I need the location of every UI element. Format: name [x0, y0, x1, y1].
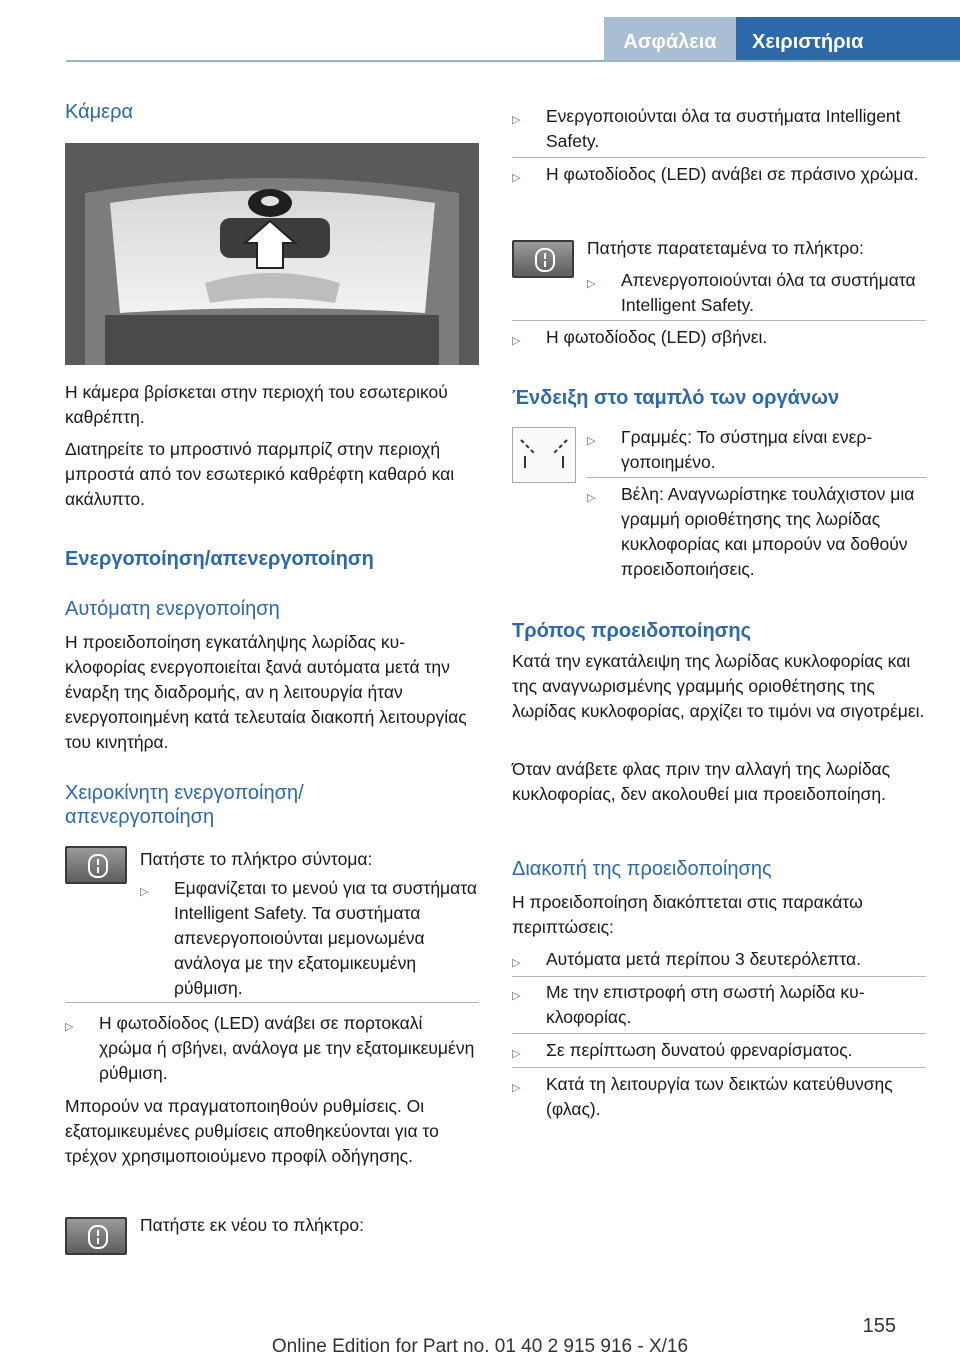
lane-assist-button-icon: [65, 846, 127, 884]
camera-title: Κάμερα: [65, 101, 134, 123]
bullet-triangle-icon: ▷: [587, 492, 596, 504]
camera-paragraph-2: Διατηρείτε το μπροστινό παρμπρίζ στην περιοχή μπροστά από τον εσωτερικό καθρέφτη καθαρό και ακάλυπτο.: [65, 439, 455, 509]
settings-paragraph: Μπορούν να πραγματοποιηθούν ρυθμίσεις. Οι εξατομικευμένες ρυθμίσεις αποθηκεύονται για το τρέχον χρησιμοποιούμενο προφίλ οδήγησης.: [65, 1096, 439, 1166]
lane-assist-button-icon: [65, 1217, 127, 1255]
bullet-triangle-icon: ▷: [140, 886, 149, 898]
page-number: 155: [862, 1315, 896, 1337]
bullet-triangle-icon: ▷: [512, 114, 521, 126]
auto-title: Αυτόματη ενεργοποίηση: [65, 598, 280, 620]
separator: [65, 1002, 479, 1003]
press-short-text: Πατήστε το πλήκτρο σύντομα:: [140, 849, 373, 869]
interrupt-title: Διακοπή της προειδοποίησης: [512, 858, 772, 880]
lane-assist-symbol-icon: [87, 1225, 109, 1249]
bullet-triangle-icon: ▷: [587, 435, 596, 447]
bullet-triangle-icon: ▷: [512, 957, 521, 969]
manual-title-1: Χειροκίνητη ενεργοποίηση/: [65, 782, 304, 804]
warn-paragraph-1: Κατά την εγκατάλειψη της λωρίδας κυκλοφορίας και της αναγνωρισμένης γραμμής οριοθέτησης της λωρίδας κυκλοφορίας, αρχίζει το τιμόνι να σιγοτρέμει.: [512, 651, 925, 721]
tab-safety[interactable]: Ασφάλεια: [604, 17, 736, 61]
manual-title-2: απενεργοποίηση: [65, 806, 215, 828]
bullet-triangle-icon: ▷: [512, 1082, 521, 1094]
separator: [512, 976, 926, 977]
bullet-triangle-icon: ▷: [512, 1048, 521, 1060]
footer-edition: Online Edition for Part no. 01 40 2 915 916 - X/16: [271, 1336, 689, 1357]
lane-lines-icon: [512, 427, 576, 483]
cluster-title: Ένδειξη στο ταμπλό των οργάνων: [512, 387, 840, 409]
bullet-triangle-icon: ▷: [512, 335, 521, 347]
camera-photo: [65, 143, 479, 365]
auto-paragraph: Η προειδοποίηση εγκατάληψης λωρίδας κυκλοφορίας ενεργοποιείται ξανά αυτόματα μετά την έναρξη της διαδρομής, αν η λειτουργία ήταν ενεργοποιημένη κατά τελευταία διακοπή λειτουργίας του κινητήρα.: [65, 632, 467, 752]
interrupt-paragraph: Η προειδοποίηση διακόπτεται στις παρακάτω περιπτώσεις:: [512, 892, 863, 937]
warn-title: Τρόπος προειδοποίησης: [512, 620, 751, 642]
separator: [512, 1067, 926, 1068]
bullet-triangle-icon: ▷: [512, 990, 521, 1002]
tab-controls[interactable]: Χειριστήρια: [736, 17, 960, 61]
bullet-triangle-icon: ▷: [587, 278, 596, 290]
separator: [512, 1033, 926, 1034]
camera-paragraph-1: Η κάμερα βρίσκεται στην περιοχή του εσωτερικού καθρέπτη.: [65, 382, 448, 427]
onoff-title: Ενεργοποίηση/απενεργοποίηση: [65, 548, 374, 570]
separator: [512, 320, 926, 321]
press-long-text: Πατήστε παρατεταμένα το πλήκτρο:: [587, 238, 864, 258]
lane-assist-symbol-icon: [534, 248, 556, 272]
separator: [587, 477, 927, 478]
bullet-triangle-icon: ▷: [512, 172, 521, 184]
header-rule: [66, 60, 960, 62]
warn-paragraph-2: Όταν ανάβετε φλας πριν την αλλαγή της λωρίδας κυκλοφορίας, δεν ακολουθεί μια προειδοποίηση.: [512, 759, 891, 804]
bullet-triangle-icon: ▷: [65, 1021, 74, 1033]
lane-assist-symbol-icon: [87, 854, 109, 878]
separator: [512, 157, 926, 158]
press-again-text: Πατήστε εκ νέου το πλήκτρο:: [140, 1215, 364, 1235]
lane-assist-button-icon: [512, 240, 574, 278]
